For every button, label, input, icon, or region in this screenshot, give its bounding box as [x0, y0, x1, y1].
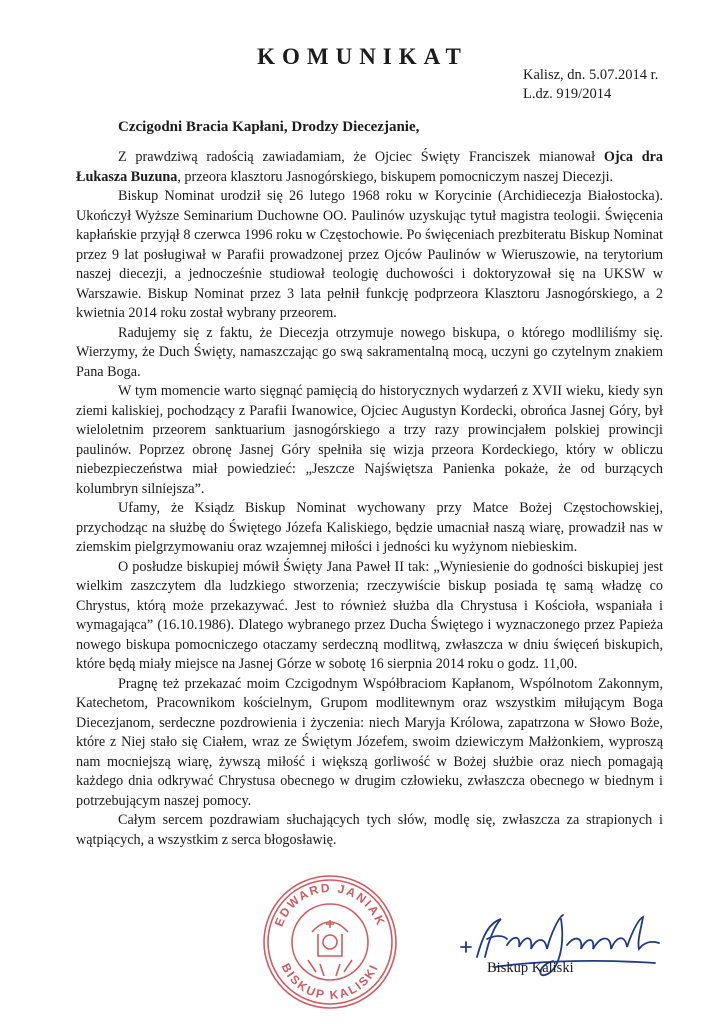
paragraph-1: Z prawdziwą radością zawiadamiam, że Ojciec Święty Franciszek mianował Ojca dra Łukasza Buzuna, przeora klasztoru Jasnogórskiego, biskupem pomocniczym naszej Diecezji. — [76, 149, 664, 185]
svg-text:BISKUP KALISKI — [279, 961, 382, 1002]
reference-number: L.dz. 919/2014 — [523, 86, 612, 102]
paragraph-5: Ufamy, że Ksiądz Biskup Nominat wychowany przy Matce Bożej Częstochowskiej, przychodząc na służbę do Świętego Józefa Kaliskiego, będzie umacniał naszą wiarę, prowadził nas w ziemskim pielgrzymowaniu oraz wzajemnej miłości i jedności ku wyżynom niebieskim. — [76, 500, 663, 555]
signature-handwriting-text: +Edward Janiak — [556, 984, 564, 985]
paragraph-4: W tym momencie warto sięgnąć pamięcią do historycznych wydarzeń z XVII wieku, kiedy syn ziemi kaliskiej, pochodzący z Parafii Iwanowice, Ojciec Augustyn Kordecki, obrońca Jasnej Góry, był wieloletnim przeorem sanktuarium jasnogórskiego a trzy razy prowincjałem polskiej prowincji paulinów. Poprzez obronę Jasnej Góry spełniła się wizja przeora Kordeckiego, który w obliczu niebezpieczeństwa miał powiedzieć: „Jeszcze Najświętsza Panienka pokaże, że od burzących kolumbryn silniejsza”. — [76, 383, 663, 497]
seal-ring-bottom-text: BISKUP KALISKI — [278, 960, 382, 1003]
paragraph-6: O posłudze biskupiej mówił Święty Jana Paweł II tak: „Wyniesienie do godności biskupiej jest wielkim zaszczytem dla ludzkiego stworzenia; rzeczywiście biskup posiada tę samą władzę co Chrystus, którą może przekazywać. Jest to również służba dla Chrystusa i Kościoła, wspaniała i wymagająca” (16.10.1986). Dlatego wybranego przez Ducha Świętego i wyznaczonego przez Papieża nowego biskupa pomocniczego otaczamy serdeczną modlitwą, zwłaszcza w dniu święceń biskupich, które będą miały miejsce na Jasnej Górze w sobotę 16 sierpnia 2014 roku o godz. 11,00. — [76, 558, 663, 672]
bishop-seal-stamp — [260, 872, 400, 1012]
paragraph-3: Radujemy się z faktu, że Diecezja otrzymuje nowego biskupa, o którego modliliśmy się. Wierzymy, że Duch Święty, namaszczając go swą sakramentalną mocą, uczyni go czytelnym znakiem Pana Boga. — [76, 324, 663, 380]
letter-body — [76, 148, 663, 850]
document-title: KOMUNIKAT — [257, 44, 468, 69]
seal-ring-top-text: EDWARD JANIAK — [271, 880, 389, 929]
paragraph-2: Biskup Nominat urodził się 26 lutego 1968 roku w Korycinie (Archidiecezja Białostocka). Ukończył Wyższe Seminarium Duchowne OO. Paulinów uzyskując tytuł magistra teologii. Święcenia kapłańskie przyjął 8 czerwca 1996 roku w Częstochowie. Po święceniach prezbiteratu Biskup Nominat przez 9 lat posługiwał w Parafii prowadzonej przez Ojców Paulinów w Wieruszowie, na terytorium naszej diecezji, a jednocześnie studiował teologię duchowości i doktoryzował się na UKSW w Warszawie. Biskup Nominat przez 3 lata pełnił funkcję podprzeora Klasztoru Jasnogórskiego, a 2 kwietnia 2014 roku został wybrany przeorem. — [76, 188, 663, 321]
place-date: Kalisz, dn. 5.07.2014 r. — [523, 67, 659, 83]
greeting: Czcigodni Bracia Kapłani, Drodzy Diecezjanie, — [118, 119, 420, 135]
bishop-name: Ojca dra Łukasza Buzuna — [76, 149, 664, 185]
paragraph-7: Pragnę też przekazać moim Czcigodnym Współbraciom Kapłanom, Wspólnotom Zakonnym, Katechetom, Pracownikom kościelnym, Grupom modlitewnym oraz wszystkim miłującym Boga Diecezjanom, serdeczne pozdrowienia i życzenia: niech Maryja Królowa, zapatrzona w Słowo Boże, które z Niej stało się Ciałem, wraz ze Świętym Józefem, swoim dziewiczym Małżonkiem, wyproszą nam mocniejszą wiarę, żywszą miłość i większą gorliwość w Bożej służbie oraz niech pomagają każdego dnia odkrywać Chrystusa obecnego w drugim człowieku, zwłaszcza obecnego w biednym i potrzebującym naszej pomocy. — [76, 675, 663, 809]
signature-title: Biskup Kaliski — [487, 960, 574, 976]
paragraph-8: Całym sercem pozdrawiam słuchających tych słów, modlę się, zwłaszcza za strapionych i wątpiących, a wszystkim z serca błogosławię. — [76, 812, 663, 848]
document-meta — [523, 66, 658, 104]
